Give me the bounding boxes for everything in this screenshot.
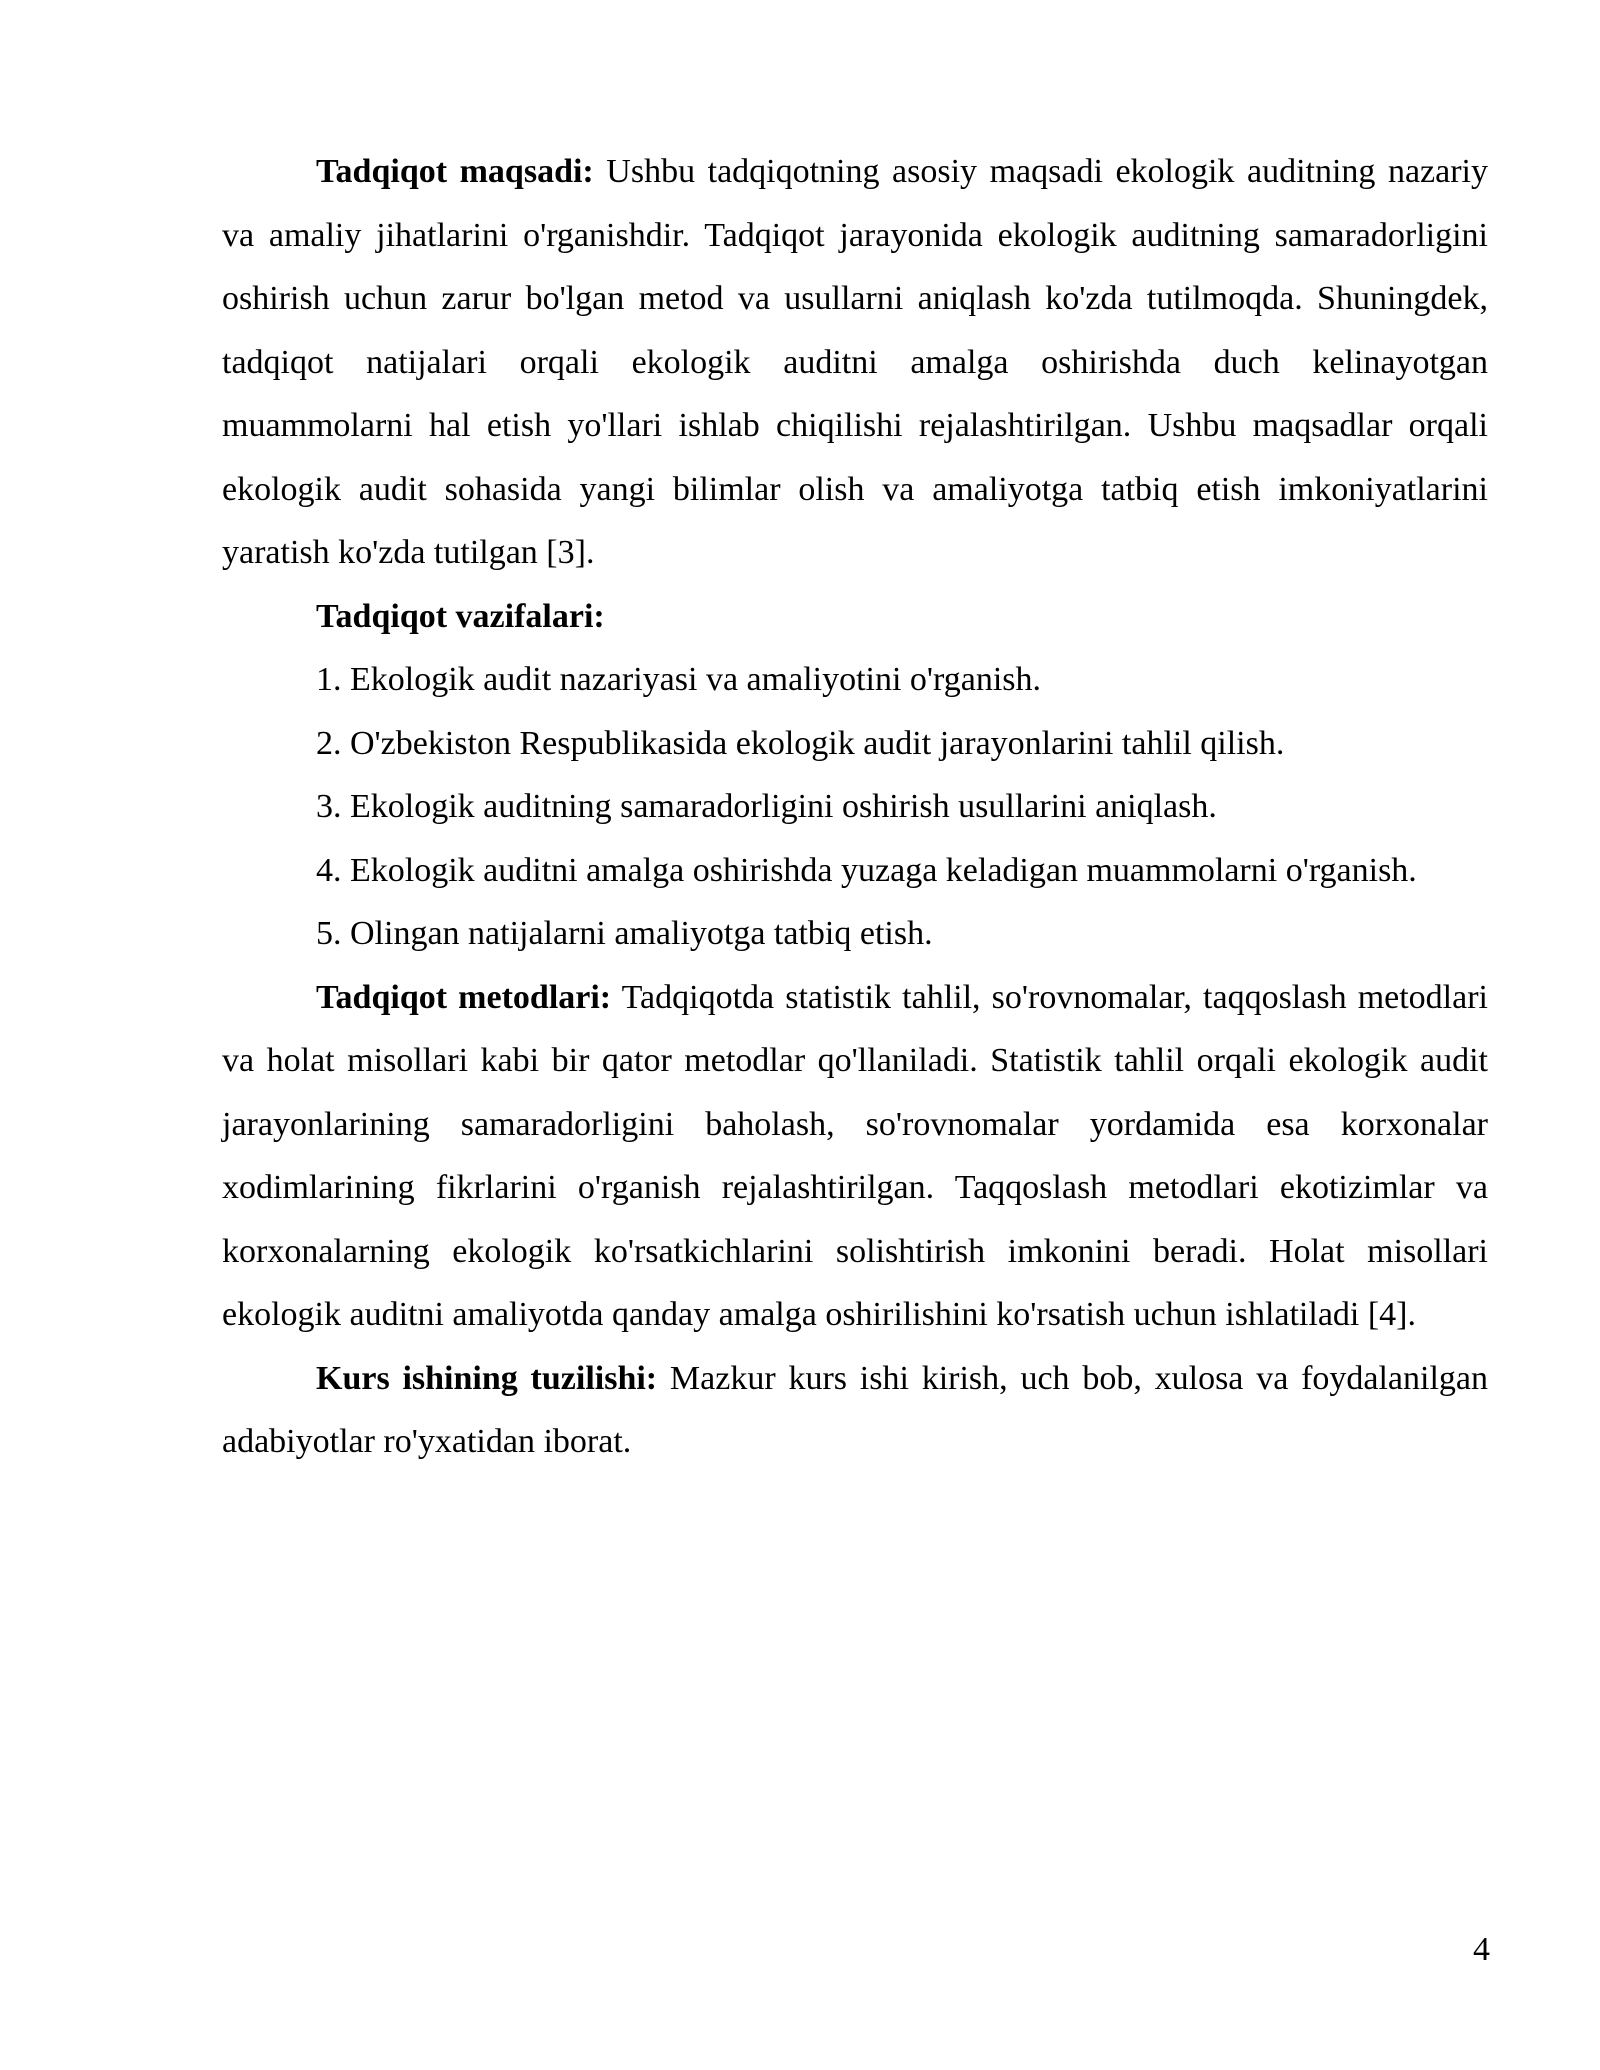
research-methods-text: Tadqiqotda statistik tahlil, so'rovnomalar, taqqoslash metodlari va holat misollari kabi bir qator metodlar qo'llaniladi. Statistik tahlil orqali ekologik audit jarayonlarining samaradorligini baholash, so'rovnomalar yordamida esa korxonalar xodimlarining fikrlarini o'rganish rejalashtirilgan. Taqqoslash metodlari ekotizimlar va korxonalarning ekologik ko'rsatkichlarini solishtirish imkonini beradi. Holat misollari ekologik auditni amaliyotda qanday amalga oshirilishini ko'rsatish uchun ishlatiladi [4]. [222, 978, 1488, 1333]
course-structure-paragraph [222, 1347, 1488, 1474]
research-methods-label: Tadqiqot metodlari: [316, 978, 612, 1016]
course-structure-text: Mazkur kurs ishi kirish, uch bob, xulosa va foydalanilgan adabiyotlar ro'yxatidan iborat. [222, 1359, 1489, 1460]
task-item-5: 5. Olingan natijalarni amaliyotga tatbiq etish. [316, 915, 933, 952]
document-page [222, 140, 1488, 1474]
task-item-1: 1. Ekologik audit nazariyasi va amaliyotini o'rganish. [316, 661, 1042, 698]
research-goal-paragraph [222, 140, 1488, 585]
task-item-3: 3. Ekologik auditning samaradorligini oshirish usullarini aniqlash. [316, 788, 1217, 825]
research-tasks-label: Tadqiqot vazifalari: [316, 597, 605, 635]
task-item-2: 2. O'zbekiston Respublikasida ekologik audit jarayonlarini tahlil qilish. [316, 724, 1285, 762]
research-goal-text: Ushbu tadqiqotning asosiy maqsadi ekologik auditning nazariy va amaliy jihatlarini o'rganishdir. Tadqiqot jarayonida ekologik auditning samaradorligini oshirish uchun zarur bo'lgan metod va usullarni aniqlash ko'zda tutilmoqda. Shuningdek, tadqiqot natijalari orqali ekologik auditni amalga oshirishda duch kelinayotgan muammolarni hal etish yo'llari ishlab chiqilishi rejalashtirilgan. Ushbu maqsadlar orqali ekologik audit sohasida yangi bilimlar olish va amaliyotga tatbiq etish imkoniyatlarini yaratish ko'zda tutilgan [3]. [222, 153, 1488, 571]
research-tasks-heading [222, 585, 1488, 649]
page-number: 4 [1473, 1931, 1490, 1968]
task-item-4: 4. Ekologik auditni amalga oshirishda yuzaga keladigan muammolarni o'rganish. [316, 851, 1417, 889]
course-structure-label: Kurs ishining tuzilishi: [316, 1359, 658, 1397]
research-goal-label: Tadqiqot maqsadi: [316, 153, 594, 190]
research-methods-paragraph [222, 966, 1488, 1347]
